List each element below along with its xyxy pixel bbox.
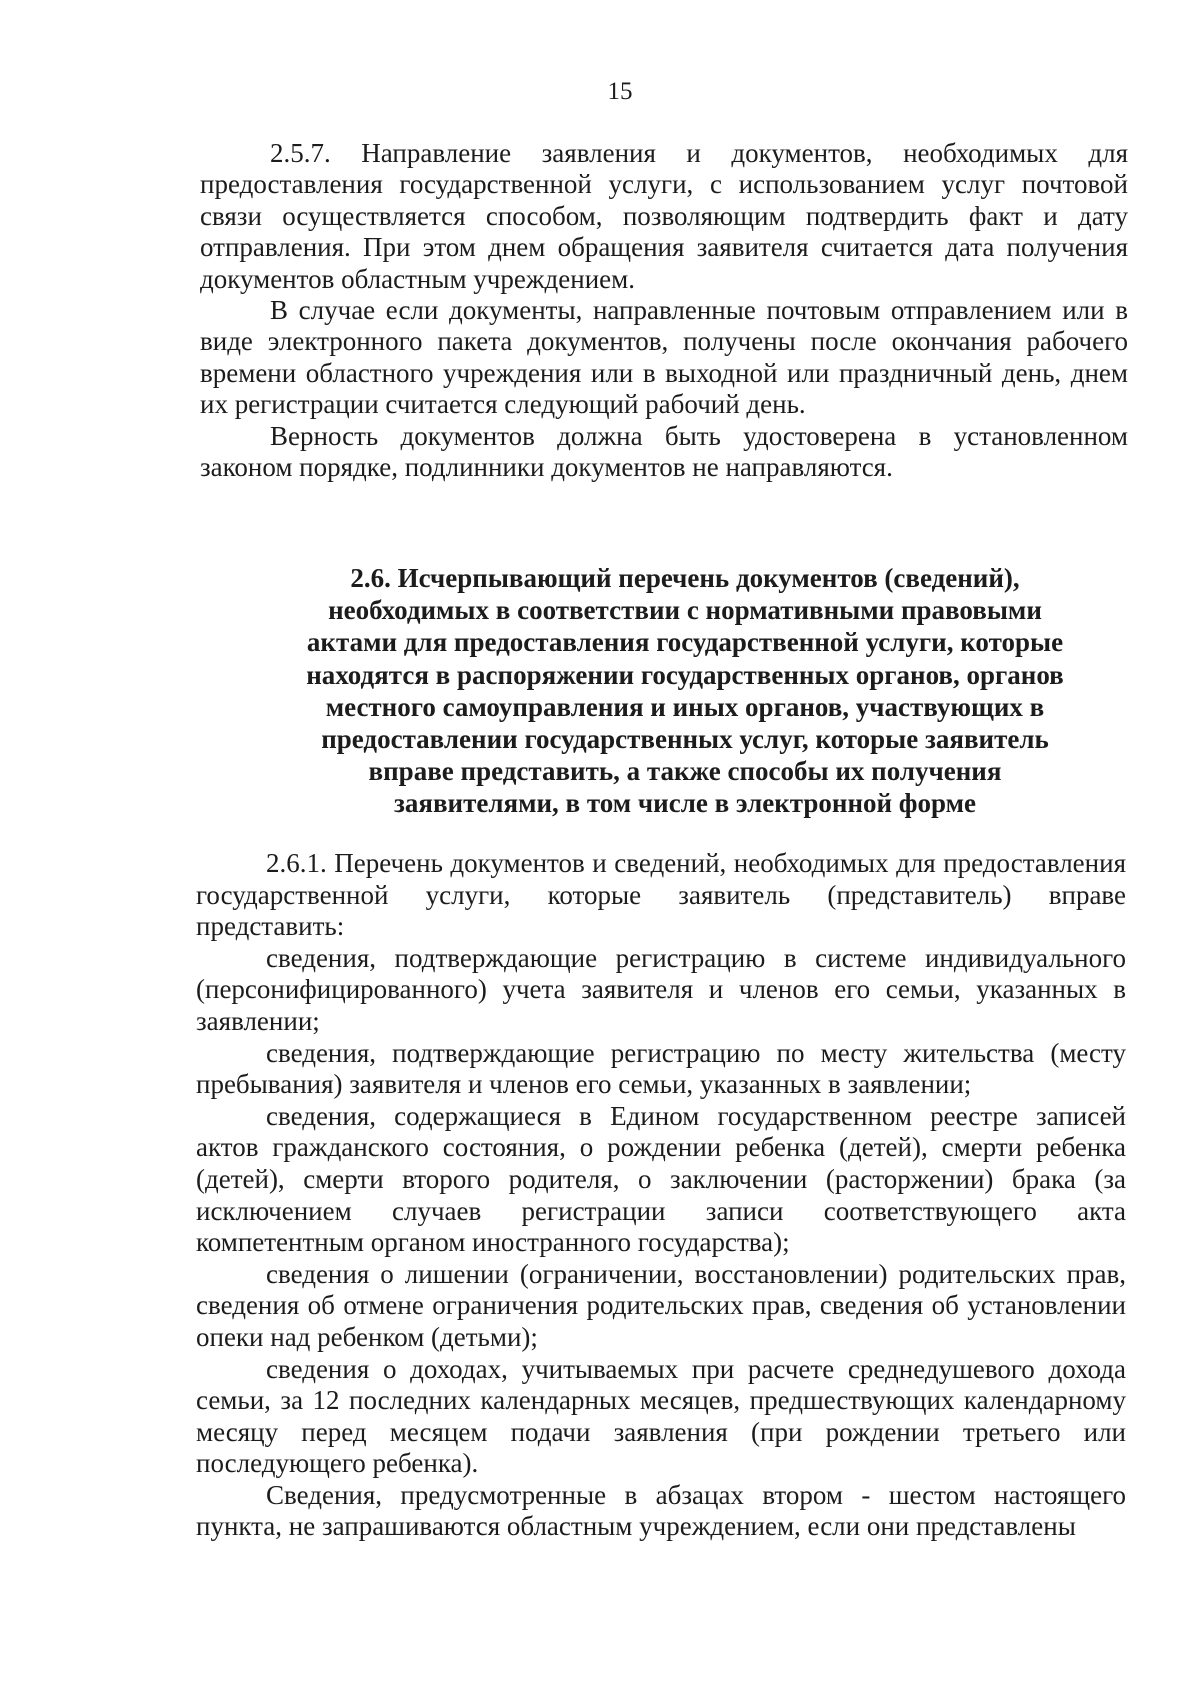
- paragraph-document-certification: Верность документов должна быть удостоверена в установленном законом порядке, подлинники документов не направляются.: [200, 420, 1128, 483]
- paragraph-not-requested: Сведения, предусмотренные в абзацах втором - шестом настоящего пункта, не запрашиваются областным учреждением, если они представлены: [196, 1479, 1126, 1542]
- section-2-6-heading: 2.6. Исчерпывающий перечень документов (сведений), необходимых в соответствии с нормативными правовыми актами для предоставления государственной услуги, которые находятся в распоряжении государственных органов, органов местного самоуправления и иных органов, участвующих в предоставлении государственных услуг, которые заявитель вправе представить, а также способы их получения заявителями, в том числе в электронной форме: [306, 563, 1064, 819]
- list-item-parental-rights: сведения о лишении (ограничении, восстановлении) родительских прав, сведения об отмене ограничения родительских прав, сведения об установлении опеки над ребенком (детьми);: [196, 1258, 1126, 1352]
- list-item-income: сведения о доходах, учитываемых при расчете среднедушевого дохода семьи, за 12 последних календарных месяцев, предшествующих календарному месяцу перед месяцем подачи заявления (при рождении третьего или последующего ребенка).: [196, 1353, 1126, 1479]
- page-number: 15: [607, 78, 633, 105]
- paragraph-2-5-7: 2.5.7. Направление заявления и документов, необходимых для предоставления государственной услуги, с использованием услуг почтовой связи осуществляется способом, позволяющим подтвердить факт и дату отправления. При этом днем обращения заявителя считается дата получения документов областным учреждением.: [200, 138, 1128, 294]
- section-2-5-7: [200, 138, 1128, 483]
- list-item-civil-registry: сведения, содержащиеся в Едином государственном реестре записей актов гражданского состояния, о рождении ребенка (детей), смерти ребенка (детей), смерти второго родителя, о заключении (расторжении) брака (за исключением случаев регистрации записи соответствующего акта компетентным органом иностранного государства);: [196, 1100, 1126, 1258]
- section-2-6: [196, 848, 1126, 1543]
- list-item-personal-accounting: сведения, подтверждающие регистрацию в системе индивидуального (персонифицированного) учета заявителя и членов его семьи, указанных в заявлении;: [196, 942, 1126, 1036]
- paragraph-2-6-1: 2.6.1. Перечень документов и сведений, необходимых для предоставления государственной услуги, которые заявитель (представитель) вправе представить:: [196, 848, 1126, 942]
- list-item-residence-registration: сведения, подтверждающие регистрацию по месту жительства (месту пребывания) заявителя и членов его семьи, указанных в заявлении;: [196, 1037, 1126, 1100]
- paragraph-postal-receipt: В случае если документы, направленные почтовым отправлением или в виде электронного пакета документов, получены после окончания рабочего времени областного учреждения или в выходной или праздничный день, днем их регистрации считается следующий рабочий день.: [200, 295, 1128, 420]
